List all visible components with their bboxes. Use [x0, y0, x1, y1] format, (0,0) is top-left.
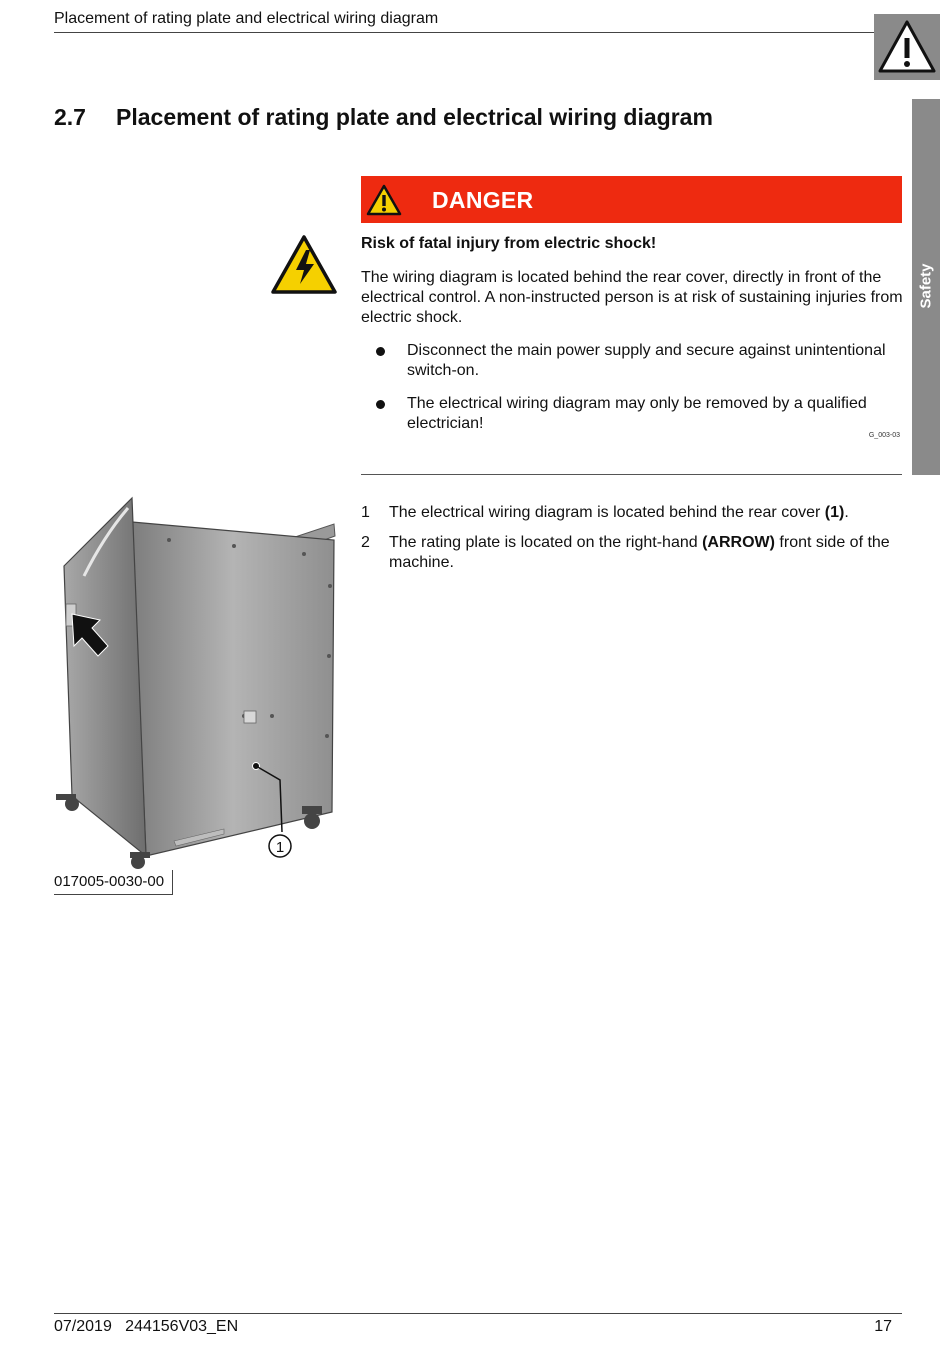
bullet-dot-icon — [376, 347, 385, 356]
footer-doc-info: 07/2019 244156V03_EN — [54, 1318, 239, 1335]
danger-reference-code: G_003-03 — [868, 432, 900, 439]
step-item — [361, 533, 906, 573]
danger-triangle-icon — [366, 184, 402, 216]
step-text: The rating plate is located on the right-hand (ARROW) front side of the machine. — [389, 534, 890, 571]
bullet-dot-icon — [376, 400, 385, 409]
figure-callout-number: 1 — [275, 839, 285, 856]
electric-shock-warning-icon — [270, 234, 338, 296]
risk-title: Risk of fatal injury from electric shock! — [361, 235, 657, 252]
section-number: 2.7 — [54, 104, 86, 130]
section-title: Placement of rating plate and electrical wiring diagram — [116, 104, 713, 130]
danger-end-rule — [361, 474, 902, 475]
side-tab-label: Safety — [917, 263, 935, 309]
warning-corner-badge — [874, 14, 940, 80]
machine-rear-photo — [54, 496, 344, 874]
list-item — [361, 341, 906, 381]
figure-label: 017005-0030-00 — [54, 873, 165, 890]
danger-label: DANGER — [432, 187, 534, 213]
step-number: 2 — [361, 534, 370, 551]
step-item — [361, 503, 906, 523]
header-rule — [54, 32, 874, 33]
danger-description: The wiring diagram is located behind the rear cover, directly in front of the electrical control. A non-instructed person is at risk of sustaining injuries from electric shock. — [361, 269, 903, 326]
step-text: The electrical wiring diagram is located behind the rear cover (1). — [389, 504, 849, 521]
step-number: 1 — [361, 504, 370, 521]
warning-triangle-icon — [874, 14, 940, 80]
page-number: 17 — [874, 1318, 892, 1335]
bullet-text: The electrical wiring diagram may only be removed by a qualified electrician! — [407, 395, 867, 432]
footer-rule — [54, 1313, 902, 1314]
list-item — [361, 394, 906, 434]
running-header: Placement of rating plate and electrical wiring diagram — [54, 10, 439, 27]
bullet-text: Disconnect the main power supply and secure against unintentional switch-on. — [407, 342, 886, 379]
